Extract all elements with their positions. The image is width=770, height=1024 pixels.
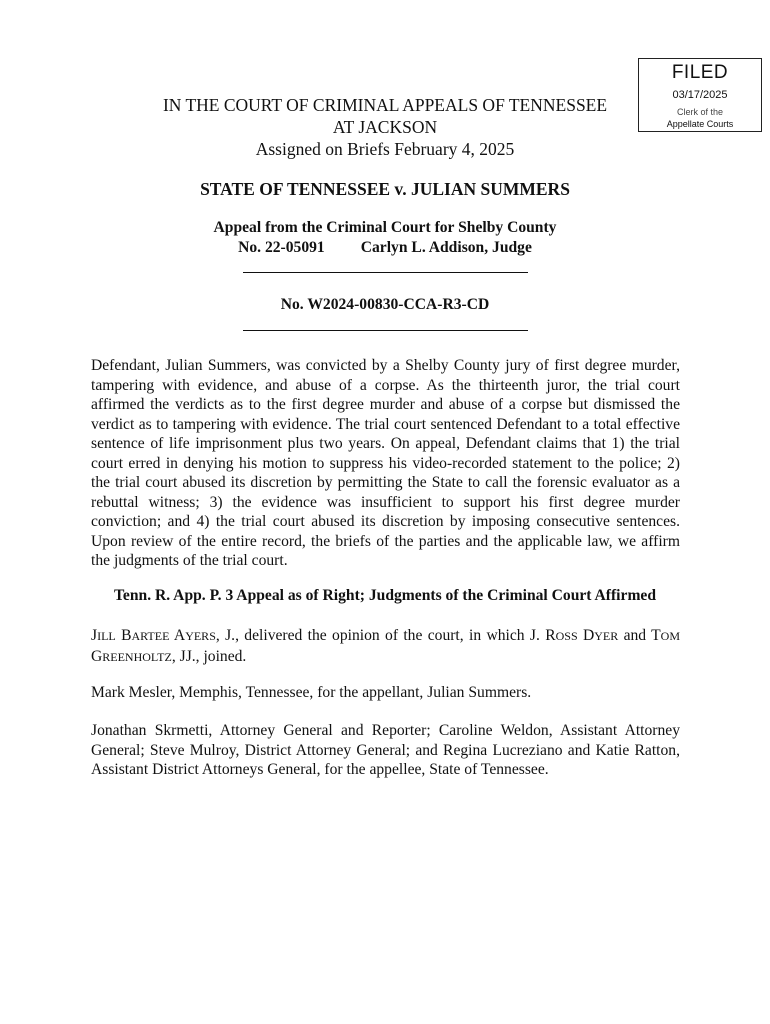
appeal-from: Appeal from the Criminal Court for Shelby County <box>213 219 557 236</box>
court-line-2: AT JACKSON <box>332 117 438 137</box>
counsel-appellant: Mark Mesler, Memphis, Tennessee, for the appellant, Julian Summers. <box>91 684 532 701</box>
court-line-1: IN THE COURT OF CRIMINAL APPEALS OF TENNESSEE <box>162 95 608 115</box>
filed-label: FILED <box>671 62 729 83</box>
disposition: Tenn. R. App. P. 3 Appeal as of Right; Judgments of the Criminal Court Affirmed <box>113 587 657 604</box>
opinion-line: JILL BARTEE AYERS, J., delivered the opinion of the court, in which J. ROSS DYER and TOM GREENHOLTZ, JJ., joined. <box>91 627 681 665</box>
divider-2 <box>243 330 528 331</box>
assigned-date: Assigned on Briefs February 4, 2025 <box>255 139 515 159</box>
stamp-courts: Appellate Courts <box>666 119 734 129</box>
trial-number: No. 22-05091 <box>238 239 325 256</box>
divider-1 <box>243 272 528 273</box>
case-title: STATE OF TENNESSEE v. JULIAN SUMMERS <box>200 179 570 199</box>
counsel-appellee: Jonathan Skrmetti, Attorney General and Reporter; Caroline Weldon, Assistant Attorney General; Steve Mulroy, District Attorney General; and Regina Lucreziano and Katie Ratton, Assistant District Attorneys General, for the appellee, State of Tennessee. <box>91 722 680 778</box>
stamp-clerk: Clerk of the <box>676 107 724 117</box>
case-summary: Defendant, Julian Summers, was convicted by a Shelby County jury of first degree murder, tampering with evidence, and abuse of a corpse. As the thirteenth juror, the trial court affirmed the verdicts as to the first degree murder and abuse of a corpse but dismissed the verdict as to tampering with evidence. The trial court sentenced Defendant to a total effective sentence of life imprisonment plus two years. On appeal, Defendant claims that 1) the trial court erred in denying his motion to suppress his video-recorded statement to the police; 2) the trial court abused its discretion by permitting the State to call the forensic evaluator as a rebuttal witness; 3) the evidence was insufficient to support his first degree murder conviction; and 4) the trial court abused its discretion by imposing consecutive sentences. Upon review of the entire record, the briefs of the parties and the applicable law, we affirm the judgments of the trial court. <box>91 357 680 569</box>
trial-judge: Carlyn L. Addison, Judge <box>360 239 532 256</box>
trial-info <box>0 239 770 257</box>
filed-date: 03/17/2025 <box>672 89 728 101</box>
docket-number: No. W2024-00830-CCA-R3-CD <box>280 296 490 313</box>
